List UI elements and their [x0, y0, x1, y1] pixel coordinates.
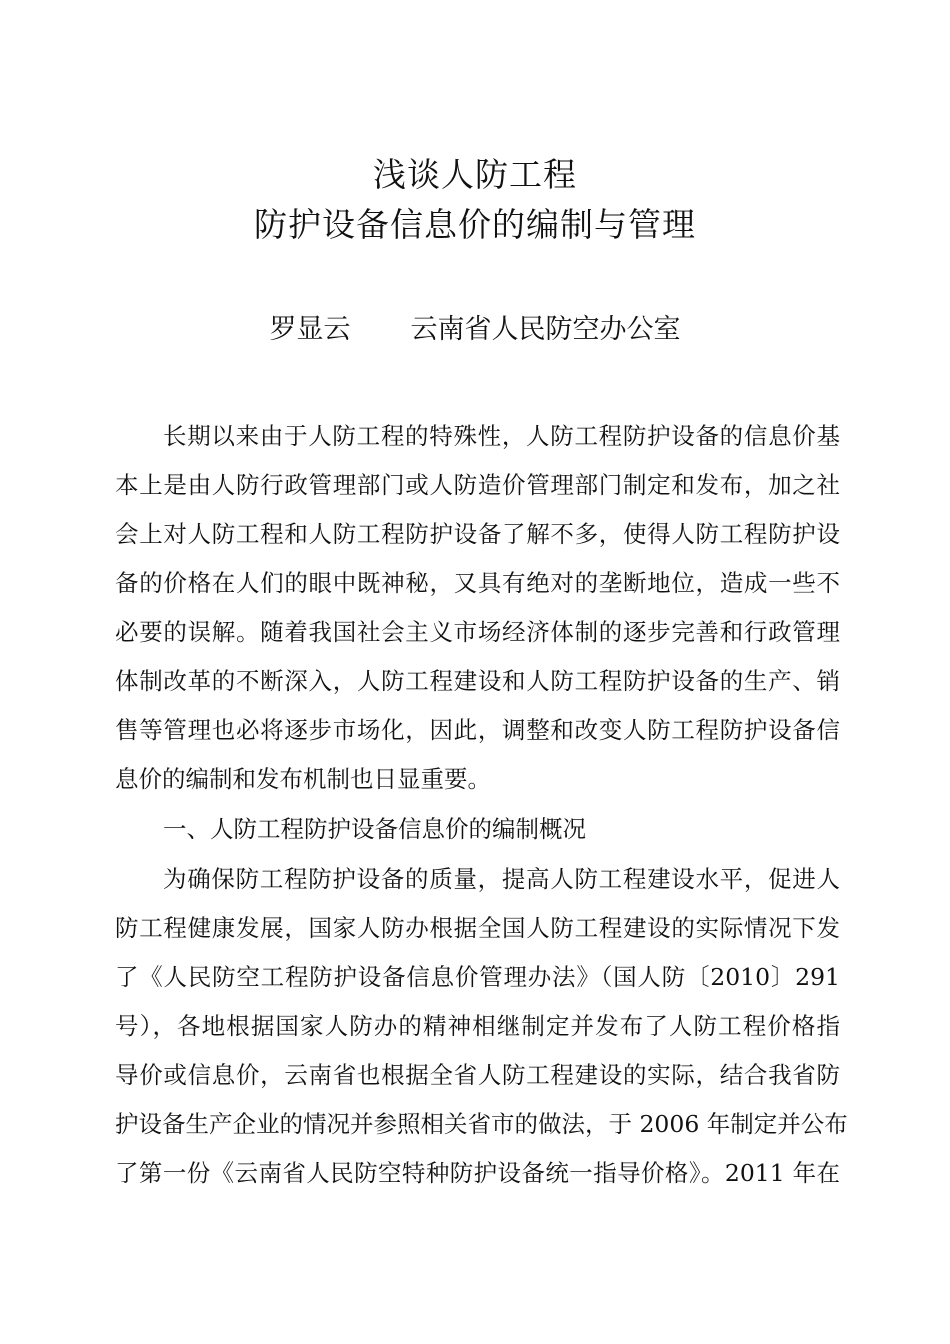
paragraph-2-line-5: 导价或信息价，云南省也根据全省人防工程建设的实际，结合我省防	[115, 1061, 840, 1089]
paragraph-2-line-3: 了《人民防空工程防护设备信息价管理办法》（国人防〔2010〕291	[115, 963, 840, 991]
paragraph-1-line-8: 息价的编制和发布机制也日显重要。	[115, 765, 491, 793]
title-line-1: 浅谈人防工程	[373, 155, 577, 194]
paragraph-1-line-2: 本上是由人防行政管理部门或人防造价管理部门制定和发布，加之社	[115, 471, 840, 499]
paragraph-1-line-1: 长期以来由于人防工程的特殊性，人防工程防护设备的信息价基	[163, 422, 840, 450]
paragraph-1-line-4: 备的价格在人们的眼中既神秘，又具有绝对的垄断地位，造成一些不	[115, 569, 840, 597]
paragraph-2-line-4: 号），各地根据国家人防办的精神相继制定并发布了人防工程价格指	[115, 1012, 840, 1040]
title-line-2: 防护设备信息价的编制与管理	[254, 205, 696, 244]
byline	[0, 312, 950, 348]
paragraph-2-line-6: 护设备生产企业的情况并参照相关省市的做法，于 2006 年制定并公布	[115, 1110, 848, 1138]
section-heading-1: 一、人防工程防护设备信息价的编制概况	[163, 815, 586, 843]
paragraph-1-line-3: 会上对人防工程和人防工程防护设备了解不多，使得人防工程防护设	[115, 520, 840, 548]
paragraph-2-line-7: 了第一份《云南省人民防空特种防护设备统一指导价格》。2011 年在	[115, 1159, 840, 1187]
paragraph-1-line-7: 售等管理也必将逐步市场化，因此，调整和改变人防工程防护设备信	[115, 716, 840, 744]
author-name: 罗显云	[269, 314, 351, 345]
paragraph-1-line-6: 体制改革的不断深入，人防工程建设和人防工程防护设备的生产、销	[115, 667, 840, 695]
paragraph-2-line-2: 防工程健康发展，国家人防办根据全国人防工程建设的实际情况下发	[115, 914, 840, 942]
author-organization: 云南省人民防空办公室	[410, 314, 681, 345]
paragraph-1-line-5: 必要的误解。随着我国社会主义市场经济体制的逐步完善和行政管理	[115, 618, 840, 646]
paragraph-2-line-1: 为确保防工程防护设备的质量，提高人防工程建设水平，促进人	[163, 865, 840, 893]
